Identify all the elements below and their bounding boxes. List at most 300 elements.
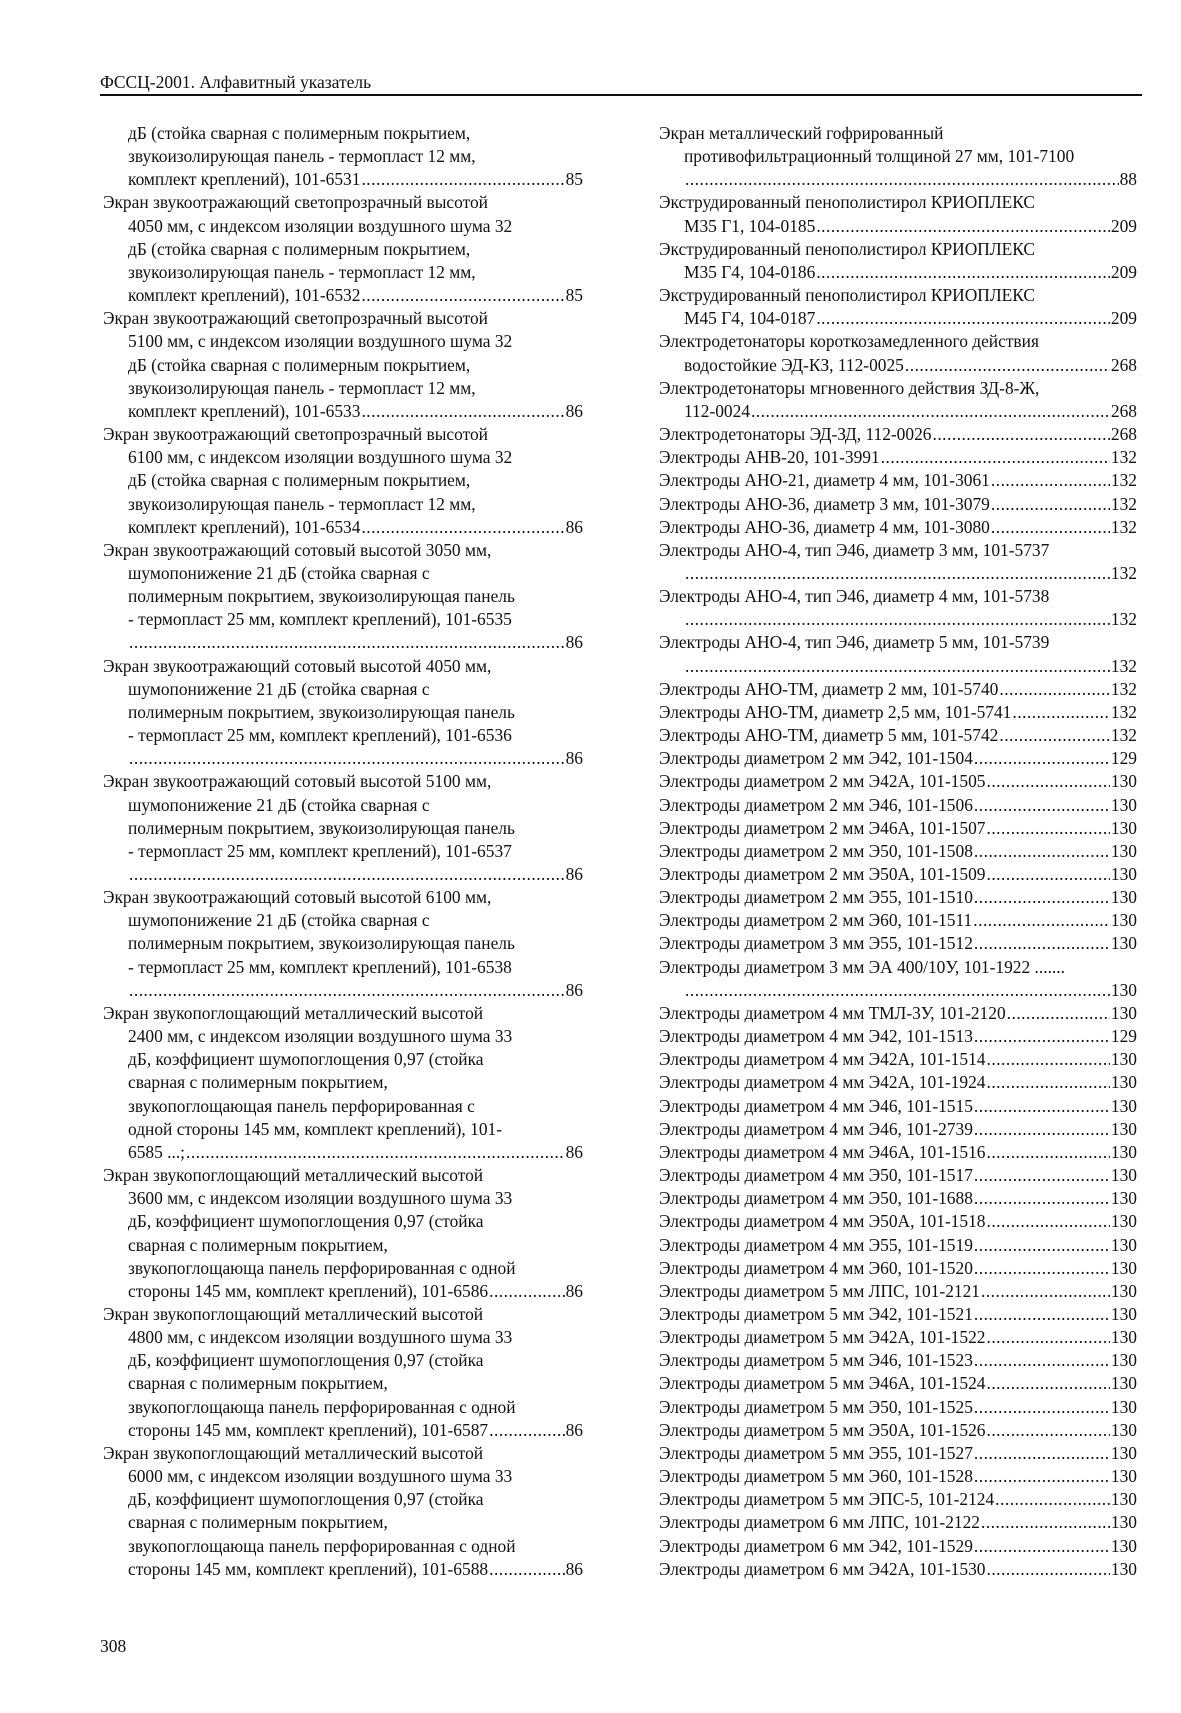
entry-text-line: Электроды АНО-4, тип Э46, диаметр 3 мм, 101-5737 [659, 539, 1050, 560]
entry-page-ref: 86 [565, 1141, 583, 1162]
entry-page-line [659, 655, 1137, 678]
index-entry [659, 956, 1137, 1002]
entry-text-line: шумопонижение 21 дБ (стойка сварная с [128, 910, 430, 931]
entry-text-line: Экран звукопоглощающий металлический высотой [103, 1442, 484, 1463]
dot-leader [881, 446, 1110, 469]
entry-page-line [103, 979, 583, 1002]
entry-page-line [659, 1442, 1137, 1465]
entry-page-ref: 132 [1110, 725, 1137, 746]
dot-leader [905, 354, 1110, 377]
dot-leader [973, 909, 1110, 932]
entry-page-ref: 130 [1110, 1558, 1137, 1579]
entry-text-line: стороны 145 мм, комплект креплений), 101-6587 [128, 1419, 489, 1440]
entry-text-line: Экран звукоотражающий светопрозрачный высотой [103, 424, 488, 445]
dot-leader [986, 1326, 1109, 1349]
entry-text-line: Электроды диаметром 2 мм Э60, 101-1511 [659, 910, 973, 931]
entry-text-line: - термопласт 25 мм, комплект креплений), 101-6535 [128, 609, 512, 630]
index-entry [103, 307, 583, 423]
dot-leader [974, 1396, 1110, 1419]
entry-page-line [659, 1164, 1137, 1187]
entry-text-line: звукопоглощающа панель перфорированная с одной [128, 1396, 516, 1417]
entry-text-line: одной стороны 145 мм, комплект креплений), 101- [128, 1118, 503, 1139]
entry-text-line: Электроды АНО-ТМ, диаметр 2 мм, 101-5740 [659, 678, 999, 699]
entry-page-ref: 130 [1110, 771, 1137, 792]
entry-page-line [659, 469, 1137, 492]
entry-page-ref: 268 [1110, 400, 1137, 421]
entry-page-ref: 85 [565, 285, 583, 306]
index-entry [659, 1002, 1137, 1025]
entry-page-ref: 132 [1110, 701, 1137, 722]
entry-text-line: Электроды диаметром 4 мм Э46, 101-2739 [659, 1118, 973, 1139]
dot-leader [361, 400, 564, 423]
entry-page-line [659, 1511, 1137, 1534]
entry-text-line: Экран звукоотражающий сотовый высотой 6100 мм, [103, 887, 492, 908]
dot-leader [129, 747, 565, 770]
entry-page-line [659, 423, 1137, 446]
dot-leader [361, 284, 564, 307]
entry-text-line: дБ, коэффициент шумопоглощения 0,97 (стойка [128, 1350, 484, 1371]
entry-page-line [659, 1048, 1137, 1071]
index-entry [659, 1164, 1137, 1187]
entry-page-line [659, 1465, 1137, 1488]
dot-leader [129, 863, 565, 886]
entry-text-line: сварная с полимерным покрытием, [128, 1373, 388, 1394]
index-entry [659, 122, 1137, 191]
index-entry [659, 840, 1137, 863]
entry-page-ref: 130 [1110, 1419, 1137, 1440]
index-entry [659, 1303, 1137, 1326]
dot-leader [974, 1257, 1110, 1280]
entry-text-line: стороны 145 мм, комплект креплений), 101-6588 [128, 1558, 489, 1579]
entry-text-line: - термопласт 25 мм, комплект креплений), 101-6536 [128, 725, 512, 746]
entry-text-line: звукопоглощающа панель перфорированная с одной [128, 1535, 516, 1556]
entry-page-ref: 130 [1110, 817, 1137, 838]
entry-page-line [103, 1141, 583, 1164]
entry-text-line: Электроды диаметром 6 мм ЛПС, 101-2122 [659, 1512, 980, 1533]
index-entry [659, 747, 1137, 770]
dot-leader [186, 1141, 565, 1164]
entry-text-line: Электроды диаметром 2 мм Э46А, 101-1507 [659, 817, 986, 838]
index-entry [659, 1234, 1137, 1257]
entry-page-line [659, 400, 1137, 423]
index-entry [103, 191, 583, 307]
entry-page-line [659, 932, 1137, 955]
dot-leader [986, 1419, 1109, 1442]
entry-page-ref: 86 [565, 1419, 583, 1440]
entry-page-ref: 130 [1110, 1141, 1137, 1162]
index-entry [659, 1372, 1137, 1395]
entry-text-line: Электроды диаметром 2 мм Э46, 101-1506 [659, 794, 973, 815]
dot-leader [986, 1558, 1109, 1581]
entry-text-line: Экструдированный пенополистирол КРИОПЛЕКС [659, 192, 1036, 213]
dot-leader [986, 1210, 1109, 1233]
entry-text-line: Экструдированный пенополистирол КРИОПЛЕКС [659, 238, 1036, 259]
entry-text-line: шумопонижение 21 дБ (стойка сварная с [128, 562, 430, 583]
index-entry [659, 1210, 1137, 1233]
entry-text-line: 4050 мм, с индексом изоляции воздушного шума 32 [128, 215, 513, 236]
entry-page-ref: 268 [1110, 424, 1137, 445]
entry-page-ref: 132 [1110, 447, 1137, 468]
entry-text-line: дБ (стойка сварная с полимерным покрытием, [128, 354, 471, 375]
entry-page-line [659, 446, 1137, 469]
entry-text-line: звукопоглощающая панель перфорированная с [128, 1095, 475, 1116]
entry-page-line [659, 1280, 1137, 1303]
entry-page-line [659, 562, 1137, 585]
entry-text-line: шумопонижение 21 дБ (стойка сварная с [128, 678, 430, 699]
entry-page-line [659, 724, 1137, 747]
entry-page-ref: 86 [565, 1280, 583, 1301]
dot-leader [986, 1071, 1109, 1094]
index-entry [659, 1071, 1137, 1094]
entry-text-line: шумопонижение 21 дБ (стойка сварная с [128, 794, 430, 815]
dot-leader [974, 932, 1110, 955]
entry-text-line: Электроды диаметром 3 мм Э55, 101-1512 [659, 933, 973, 954]
entry-text-line: Электроды АНО-36, диаметр 3 мм, 101-3079 [659, 493, 990, 514]
entry-page-ref: 132 [1110, 609, 1137, 630]
entry-page-ref: 88 [1119, 169, 1137, 190]
entry-text-line: Электроды диаметром 5 мм Э60, 101-1528 [659, 1466, 973, 1487]
dot-leader [974, 1303, 1110, 1326]
entry-page-ref: 86 [565, 864, 583, 884]
index-entry [103, 1002, 583, 1164]
entry-page-ref: 130 [1110, 910, 1137, 931]
entry-text-line: Электроды диаметром 3 мм ЭА 400/10У, 101-1922 ....... [659, 956, 1065, 977]
entry-page-line [659, 1095, 1137, 1118]
entry-text-line: звукоизолирующая панель - термопласт 12 мм, [128, 146, 476, 167]
index-entry [659, 1488, 1137, 1511]
entry-text-line: полимерным покрытием, звукоизолирующая панель [128, 701, 515, 722]
index-entry [103, 1303, 583, 1442]
index-entry [659, 516, 1137, 539]
entry-page-line [659, 1025, 1137, 1048]
entry-page-ref: 130 [1110, 1165, 1137, 1186]
entry-text-line: звукоизолирующая панель - термопласт 12 мм, [128, 377, 476, 398]
entry-page-line [659, 1141, 1137, 1164]
entry-text-line: Электроды диаметром 4 мм Э50, 101-1517 [659, 1165, 973, 1186]
dot-leader [974, 886, 1110, 909]
entry-text-line: Электроды диаметром 4 мм Э50А, 101-1518 [659, 1211, 986, 1232]
entry-page-ref: 132 [1110, 493, 1137, 514]
index-entry [659, 238, 1137, 284]
index-entry [659, 909, 1137, 932]
entry-page-ref: 130 [1110, 1303, 1137, 1324]
entry-text-line: Электроды диаметром 4 мм Э46А, 101-1516 [659, 1141, 986, 1162]
entry-text-line: Электроды АНО-21, диаметр 4 мм, 101-3061 [659, 470, 990, 491]
entry-page-ref: 130 [1110, 1373, 1137, 1394]
entry-page-ref: 209 [1110, 261, 1137, 282]
entry-text-line: Электродетонаторы мгновенного действия ЗД-8-Ж, [659, 377, 1040, 398]
dot-leader [685, 562, 1110, 585]
index-entry [659, 284, 1137, 330]
entry-page-line [659, 1372, 1137, 1395]
entry-page-ref: 132 [1110, 516, 1137, 537]
dot-leader [974, 1465, 1110, 1488]
entry-text-line: Электроды диаметром 5 мм ЭПС-5, 101-2124 [659, 1489, 995, 1510]
entry-page-line [659, 1257, 1137, 1280]
dot-leader [991, 469, 1110, 492]
entry-page-line [103, 400, 583, 423]
entry-text-line: Экран звукопоглощающий металлический высотой [103, 1303, 484, 1324]
entry-page-line [103, 168, 583, 191]
entry-page-line [659, 794, 1137, 817]
index-entry [659, 191, 1137, 237]
entry-text-line: 4800 мм, с индексом изоляции воздушного шума 33 [128, 1327, 513, 1348]
entry-text-line: звукопоглощающа панель перфорированная с одной [128, 1257, 516, 1278]
entry-text-line: Электроды диаметром 2 мм Э50, 101-1508 [659, 840, 973, 861]
entry-text-line: Экран звукоотражающий сотовый высотой 5100 мм, [103, 771, 492, 792]
entry-text-line: Электроды диаметром 4 мм Э50, 101-1688 [659, 1188, 973, 1209]
dot-leader [986, 1372, 1109, 1395]
entry-page-ref: 132 [1110, 470, 1137, 491]
entry-page-ref: 132 [1110, 655, 1137, 676]
dot-leader [489, 1419, 565, 1442]
index-entry [659, 1118, 1137, 1141]
entry-text-line: дБ, коэффициент шумопоглощения 0,97 (стойка [128, 1489, 484, 1510]
entry-text-line: 2400 мм, с индексом изоляции воздушного шума 33 [128, 1026, 513, 1047]
entry-text-line: Экран звукоотражающий светопрозрачный высотой [103, 308, 488, 329]
entry-page-line [659, 307, 1137, 330]
index-entry [659, 1511, 1137, 1534]
entry-page-line [659, 1002, 1137, 1025]
index-entry [659, 863, 1137, 886]
entry-text-line: полимерным покрытием, звукоизолирующая панель [128, 586, 515, 607]
entry-page-line [659, 979, 1137, 1002]
entry-page-ref: 86 [565, 748, 583, 769]
entry-text-line: Электроды диаметром 2 мм Э50А, 101-1509 [659, 864, 986, 884]
index-entry [659, 886, 1137, 909]
entry-page-line [659, 168, 1137, 191]
entry-text-line: Экструдированный пенополистирол КРИОПЛЕКС [659, 285, 1036, 306]
dot-leader [816, 307, 1110, 330]
dot-leader [685, 168, 1119, 191]
entry-text-line: Электроды диаметром 4 мм Э42А, 101-1924 [659, 1072, 986, 1093]
entry-text-line: комплект креплений), 101-6532 [128, 285, 361, 306]
index-entry [103, 770, 583, 886]
entry-page-ref: 268 [1110, 354, 1137, 375]
dot-leader [816, 261, 1110, 284]
entry-text-line: Электроды АНО-36, диаметр 4 мм, 101-3080 [659, 516, 990, 537]
index-entry [659, 585, 1137, 631]
entry-page-ref: 85 [565, 169, 583, 190]
entry-page-ref: 129 [1110, 1026, 1137, 1047]
page-header: ФССЦ-2001. Алфавитный указатель [100, 72, 1142, 96]
index-entry [103, 1164, 583, 1303]
index-entry [659, 794, 1137, 817]
entry-page-line [659, 863, 1137, 886]
entry-page-line [659, 1396, 1137, 1419]
entry-text-line: Экран металлический гофрированный [659, 123, 944, 143]
dot-leader [986, 863, 1109, 886]
entry-text-line: Электроды диаметром 4 мм Э60, 101-1520 [659, 1257, 973, 1278]
entry-text-line: полимерным покрытием, звукоизолирующая панель [128, 817, 515, 838]
entry-page-ref: 130 [1110, 1188, 1137, 1209]
index-entry [659, 1396, 1137, 1419]
dot-leader [986, 817, 1109, 840]
entry-text-line: Экран звукоотражающий сотовый высотой 4050 мм, [103, 655, 492, 676]
dot-leader [986, 1048, 1109, 1071]
index-entry [659, 1095, 1137, 1118]
dot-leader [489, 1558, 565, 1581]
index-entry [659, 1349, 1137, 1372]
index-entry [659, 1141, 1137, 1164]
entry-text-line: Электроды АНО-4, тип Э46, диаметр 5 мм, 101-5739 [659, 632, 1050, 653]
index-entry [659, 539, 1137, 585]
index-entry [659, 817, 1137, 840]
entry-text-line: комплект креплений), 101-6531 [128, 169, 361, 190]
entry-page-line [659, 701, 1137, 724]
dot-leader [932, 423, 1109, 446]
entry-page-ref: 86 [565, 400, 583, 421]
index-entry [659, 1442, 1137, 1465]
entry-page-line [103, 1419, 583, 1442]
entry-page-ref: 132 [1110, 678, 1137, 699]
entry-text-line: Электроды диаметром 5 мм Э55, 101-1527 [659, 1442, 973, 1463]
entry-page-ref: 130 [1110, 840, 1137, 861]
entry-text-line: комплект креплений), 101-6533 [128, 400, 361, 421]
dot-leader [991, 493, 1110, 516]
index-entry [103, 539, 583, 655]
entry-page-ref: 130 [1110, 1095, 1137, 1116]
entry-text-line: Электроды диаметром 6 мм Э42А, 101-1530 [659, 1558, 986, 1579]
entry-text-line: дБ (стойка сварная с полимерным покрытием, [128, 123, 471, 143]
entry-page-ref: 130 [1110, 1489, 1137, 1510]
index-entry [659, 701, 1137, 724]
dot-leader [1007, 1002, 1110, 1025]
entry-page-ref: 130 [1110, 1535, 1137, 1556]
entry-page-ref: 129 [1110, 748, 1137, 769]
entry-text-line: звукоизолирующая панель - термопласт 12 мм, [128, 493, 476, 514]
entry-page-line [659, 1234, 1137, 1257]
entry-text-line: Электроды АНО-4, тип Э46, диаметр 4 мм, 101-5738 [659, 586, 1050, 607]
page-number: 308 [100, 1636, 127, 1656]
entry-text-line: Электроды диаметром 5 мм Э46, 101-1523 [659, 1350, 973, 1371]
entry-text-line: 6585 ...; [128, 1141, 186, 1162]
dot-leader [974, 1349, 1110, 1372]
dot-leader [685, 655, 1110, 678]
entry-page-line [659, 1558, 1137, 1581]
dot-leader [685, 979, 1110, 1002]
entry-page-ref: 130 [1110, 933, 1137, 954]
entry-page-line [659, 493, 1137, 516]
entry-page-line [659, 1187, 1137, 1210]
entry-text-line: Электроды диаметром 4 мм Э42, 101-1513 [659, 1026, 973, 1047]
entry-page-ref: 130 [1110, 1280, 1137, 1301]
entry-page-line [103, 863, 583, 886]
index-entry [659, 1187, 1137, 1210]
entry-text-line: Электроды диаметром 4 мм Э55, 101-1519 [659, 1234, 973, 1255]
entry-text-line: 5100 мм, с индексом изоляции воздушного шума 32 [128, 331, 513, 352]
entry-page-line [659, 1210, 1137, 1233]
entry-page-ref: 86 [565, 979, 583, 1000]
entry-text-line: - термопласт 25 мм, комплект креплений), 101-6537 [128, 840, 512, 861]
entry-page-line [659, 215, 1137, 238]
entry-page-line [659, 770, 1137, 793]
dot-leader [1012, 701, 1110, 724]
entry-text-line: М35 Г4, 104-0186 [684, 261, 816, 282]
entry-page-line [659, 909, 1137, 932]
entry-page-ref: 132 [1110, 562, 1137, 583]
entry-page-line [103, 1280, 583, 1303]
dot-leader [685, 608, 1110, 631]
dot-leader [129, 631, 565, 654]
index-entry [103, 1442, 583, 1581]
index-entry [659, 469, 1137, 492]
entry-text-line: Электроды АНВ-20, 101-3991 [659, 447, 880, 468]
dot-leader [974, 1535, 1110, 1558]
entry-text-line: сварная с полимерным покрытием, [128, 1512, 388, 1533]
index-entry [103, 122, 583, 191]
entry-page-line [659, 1303, 1137, 1326]
entry-page-ref: 130 [1110, 979, 1137, 1000]
dot-leader [974, 1025, 1110, 1048]
entry-page-ref: 130 [1110, 864, 1137, 884]
index-entry [659, 1535, 1137, 1558]
index-entry [659, 423, 1137, 446]
entry-page-line [659, 817, 1137, 840]
index-entry [659, 631, 1137, 677]
entry-page-ref: 130 [1110, 1211, 1137, 1232]
entry-text-line: 6100 мм, с индексом изоляции воздушного шума 32 [128, 447, 513, 468]
dot-leader [991, 516, 1110, 539]
dot-leader [974, 1442, 1110, 1465]
entry-text-line: Электродетонаторы ЭД-ЗД, 112-0026 [659, 424, 932, 445]
entry-text-line: дБ, коэффициент шумопоглощения 0,97 (стойка [128, 1211, 484, 1232]
dot-leader [974, 1234, 1110, 1257]
dot-leader [995, 1488, 1110, 1511]
entry-text-line: 3600 мм, с индексом изоляции воздушного шума 33 [128, 1188, 513, 1209]
entry-page-ref: 130 [1110, 1350, 1137, 1371]
index-entry [659, 1257, 1137, 1280]
entry-page-line [659, 516, 1137, 539]
index-entry [659, 1465, 1137, 1488]
dot-leader [974, 1118, 1110, 1141]
index-entry [659, 377, 1137, 423]
index-entry [659, 1558, 1137, 1581]
entry-text-line: Электроды диаметром 5 мм Э42А, 101-1522 [659, 1327, 986, 1348]
entry-page-ref: 130 [1110, 794, 1137, 815]
entry-text-line: Экран звукопоглощающий металлический высотой [103, 1002, 484, 1023]
index-entry [103, 886, 583, 1002]
entry-text-line: дБ (стойка сварная с полимерным покрытием, [128, 238, 471, 259]
dot-leader [981, 1280, 1110, 1303]
entry-page-ref: 86 [565, 1558, 583, 1579]
entry-page-ref: 130 [1110, 1049, 1137, 1070]
entry-page-line [659, 747, 1137, 770]
entry-page-ref: 130 [1110, 1118, 1137, 1139]
entry-page-line [659, 1071, 1137, 1094]
index-entry [659, 1280, 1137, 1303]
entry-page-line [659, 1419, 1137, 1442]
entry-text-line: дБ, коэффициент шумопоглощения 0,97 (стойка [128, 1049, 484, 1070]
index-entry [103, 655, 583, 771]
dot-leader [981, 1511, 1110, 1534]
entry-text-line: Электроды диаметром 2 мм Э42, 101-1504 [659, 748, 973, 769]
entry-page-ref: 86 [565, 632, 583, 653]
entry-text-line: Экран звукоотражающий сотовый высотой 3050 мм, [103, 539, 492, 560]
entry-text-line: М35 Г1, 104-0185 [684, 215, 816, 236]
entry-text-line: Экран звукопоглощающий металлический высотой [103, 1165, 484, 1186]
entry-text-line: Электроды диаметром 2 мм Э42А, 101-1505 [659, 771, 986, 792]
index-entry [659, 446, 1137, 469]
dot-leader [999, 724, 1110, 747]
index-entry [659, 770, 1137, 793]
entry-page-ref: 130 [1110, 1234, 1137, 1255]
dot-leader [974, 1187, 1110, 1210]
entry-text-line: Электроды диаметром 5 мм Э50А, 101-1526 [659, 1419, 986, 1440]
index-entry [103, 423, 583, 539]
entry-page-line [659, 886, 1137, 909]
dot-leader [974, 747, 1110, 770]
